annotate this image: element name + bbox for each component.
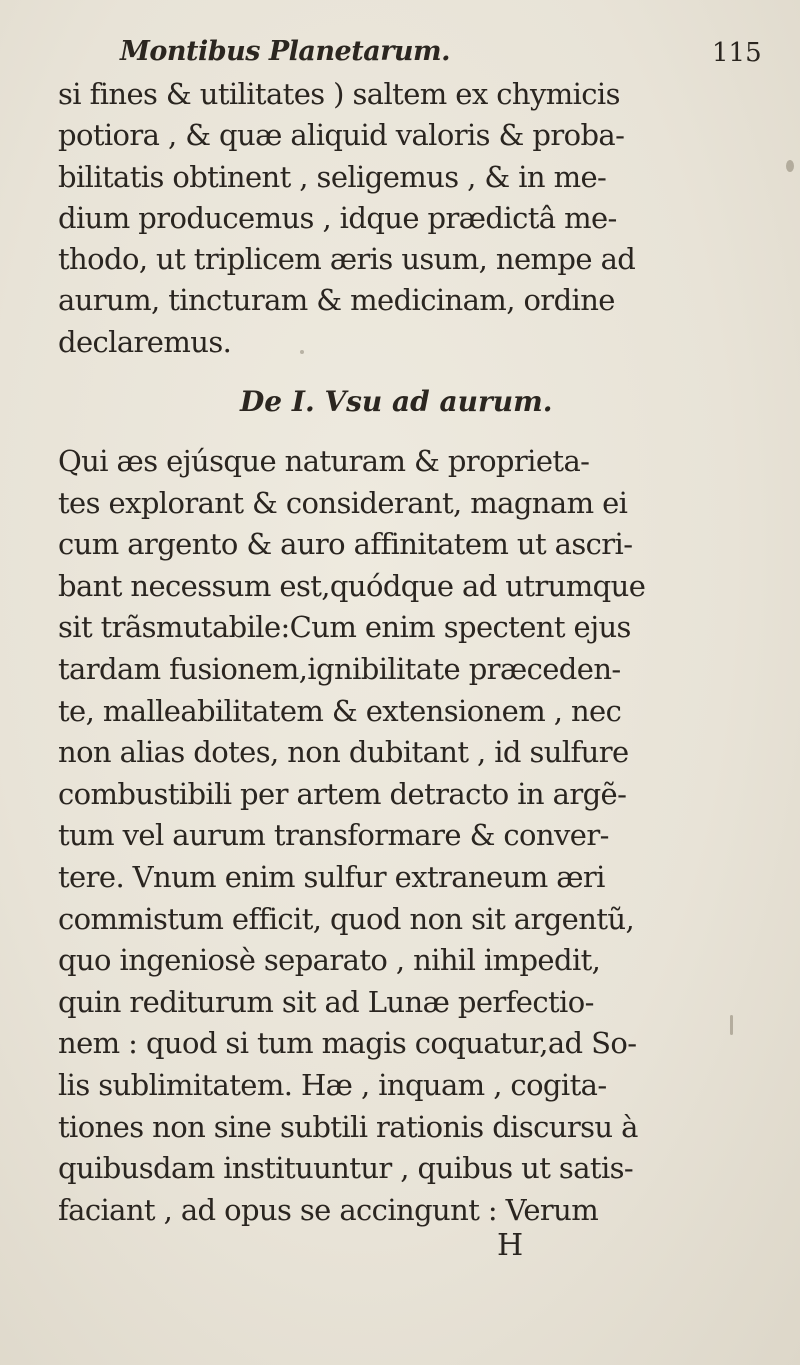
page-header xyxy=(0,20,800,80)
text-line: Qui æs ejúsque naturam & proprieta- xyxy=(58,444,590,478)
text-line: tes explorant & considerant, magnam ei xyxy=(58,485,628,520)
text-line: combustibili per artem detracto in argẽ- xyxy=(58,776,627,811)
text-line: bant necessum est,quódque ad utrumque xyxy=(58,568,646,603)
text-line: commistum efficit, quod non sit argentũ, xyxy=(58,901,635,936)
text-line: non alias dotes, non dubitant , id sulfure xyxy=(58,735,629,770)
text-line: si fines & utilitates ) saltem ex chymicis xyxy=(58,77,620,111)
text-line: tere. Vnum enim sulfur extraneum æri xyxy=(58,859,605,894)
page-number: 115 xyxy=(712,38,762,68)
text-line: sit trãsmutabile:Cum enim spectent ejus xyxy=(58,610,631,645)
running-head: Montibus Planetarum. xyxy=(120,36,451,67)
text-line: lis sublimitatem. Hæ , inquam , cogita- xyxy=(58,1067,607,1102)
paragraph-1 xyxy=(58,74,758,363)
text-line: thodo, ut triplicem æris usum, nempe ad xyxy=(58,242,636,277)
text-line: quibusdam instituuntur , quibus ut satis- xyxy=(58,1151,634,1186)
section-heading: De I. Vsu ad aurum. xyxy=(240,385,553,418)
text-line: nem : quod si tum magis coquatur,ad So- xyxy=(58,1026,637,1061)
text-line: aurum, tincturam & medicinam, ordine xyxy=(58,283,615,318)
text-line: dium producemus , idque prædictâ me- xyxy=(58,200,617,235)
text-line: faciant , ad opus se accingunt : Verum xyxy=(58,1192,599,1227)
text-line: tiones non sine subtili rationis discursu à xyxy=(58,1109,638,1144)
signature-mark: H xyxy=(497,1228,524,1263)
text-line: potiora , & quæ aliquid valoris & proba- xyxy=(58,118,625,153)
ink-spot xyxy=(300,350,304,354)
text-line: bilitatis obtinent , seligemus , & in me- xyxy=(58,159,607,194)
text-line: te, malleabilitatem & extensionem , nec xyxy=(58,693,622,728)
text-line: quin rediturum sit ad Lunæ perfectio- xyxy=(58,984,594,1019)
text-line: quo ingeniosè separato , nihil impedit, xyxy=(58,943,601,978)
ink-spot xyxy=(786,160,794,172)
text-line: declaremus. xyxy=(58,324,232,359)
text-line: tardam fusionem,ignibilitate præceden- xyxy=(58,651,621,686)
ink-spot xyxy=(730,1015,733,1035)
text-line: cum argento & auro affinitatem ut ascri- xyxy=(58,527,633,562)
paragraph-2 xyxy=(58,441,768,1231)
text-line: tum vel aurum transformare & conver- xyxy=(58,818,609,853)
